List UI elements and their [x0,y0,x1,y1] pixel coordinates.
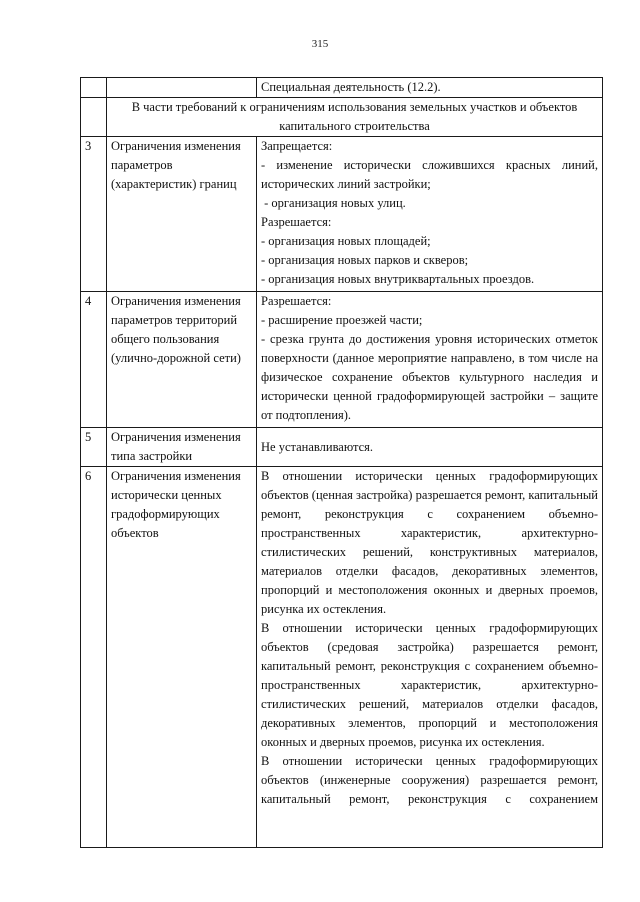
empty-cell [81,78,107,98]
empty-cell [107,78,257,98]
row-number: 4 [81,292,107,428]
requirement-line: Не устанавливаются. [261,439,374,454]
requirement-text [257,428,603,467]
table-row [81,292,603,428]
requirement-line: - организация новых улиц. [261,196,406,210]
requirement-line: Разрешается: [261,215,332,229]
special-activity-cell: Специальная деятельность (12.2). [257,78,603,98]
requirement-text [257,137,603,292]
restriction-name: Ограничения изменения типа застройки [107,428,257,467]
requirement-line: Разрешается: [261,294,332,308]
restriction-name: Ограничения изменения параметров территорий общего пользования (улично-дорожной сети) [107,292,257,428]
requirement-line: - срезка грунта до достижения уровня исторических отметок поверхности (данное мероприятие направлено, в том числе на физическое сохранение объектов культурного наследия и исторически ценной градоформирующей застройки – защите от подтопления). [261,332,598,422]
requirement-text [257,467,603,848]
requirement-paragraph: В отношении исторически ценных градоформирующих объектов (средовая застройка) разрешается ремонт, капитальный ремонт, реконструкция с сохранением объемно-пространственных характеристик, архитектурно-стилистических решений, материалов отделки фасадов, декоративных элементов, пропорций и местоположения оконных и дверных проемов, рисунка их остекления. [261,621,598,749]
section-heading: В части требований к ограничениям использования земельных участков и объектов капитального строительства [107,98,603,137]
row-number: 6 [81,467,107,848]
requirements-table [80,77,603,848]
table-row [81,428,603,467]
requirement-line: Запрещается: [261,139,333,153]
row-number: 5 [81,428,107,467]
page-number: 315 [311,38,329,50]
requirement-paragraph: В отношении исторически ценных градоформирующих объектов (ценная застройка) разрешается ремонт, капитальный ремонт, реконструкция с сохранением объемно-пространственных характеристик, архитектурно-стилистических решений, конструктивных материалов, материалов отделки фасадов, декоративных элементов, пропорций и местоположения оконных и дверных проемов, рисунка их остекления. [261,469,598,616]
requirement-line: - расширение проезжей части; [261,313,423,327]
requirement-paragraph: В отношении исторически ценных градоформирующих объектов (инженерные сооружения) разрешается ремонт, капитальный ремонт, реконструкция с сохранением [261,754,598,806]
table-row [81,137,603,292]
requirement-line: - организация новых парков и скверов; [261,253,469,267]
restriction-name: Ограничения изменения исторически ценных градоформирующих объектов [107,467,257,848]
requirement-line: - организация новых площадей; [261,234,431,248]
table-row-special-activity [81,78,603,98]
requirement-line: - изменение исторически сложившихся красных линий, исторических линий застройки; [261,158,598,191]
restriction-name: Ограничения изменения параметров (характеристик) границ [107,137,257,292]
table-row [81,467,603,848]
requirement-text [257,292,603,428]
table-row-section-heading [81,98,603,137]
requirement-line: - организация новых внутриквартальных проездов. [261,272,535,286]
row-number: 3 [81,137,107,292]
empty-cell [81,98,107,137]
